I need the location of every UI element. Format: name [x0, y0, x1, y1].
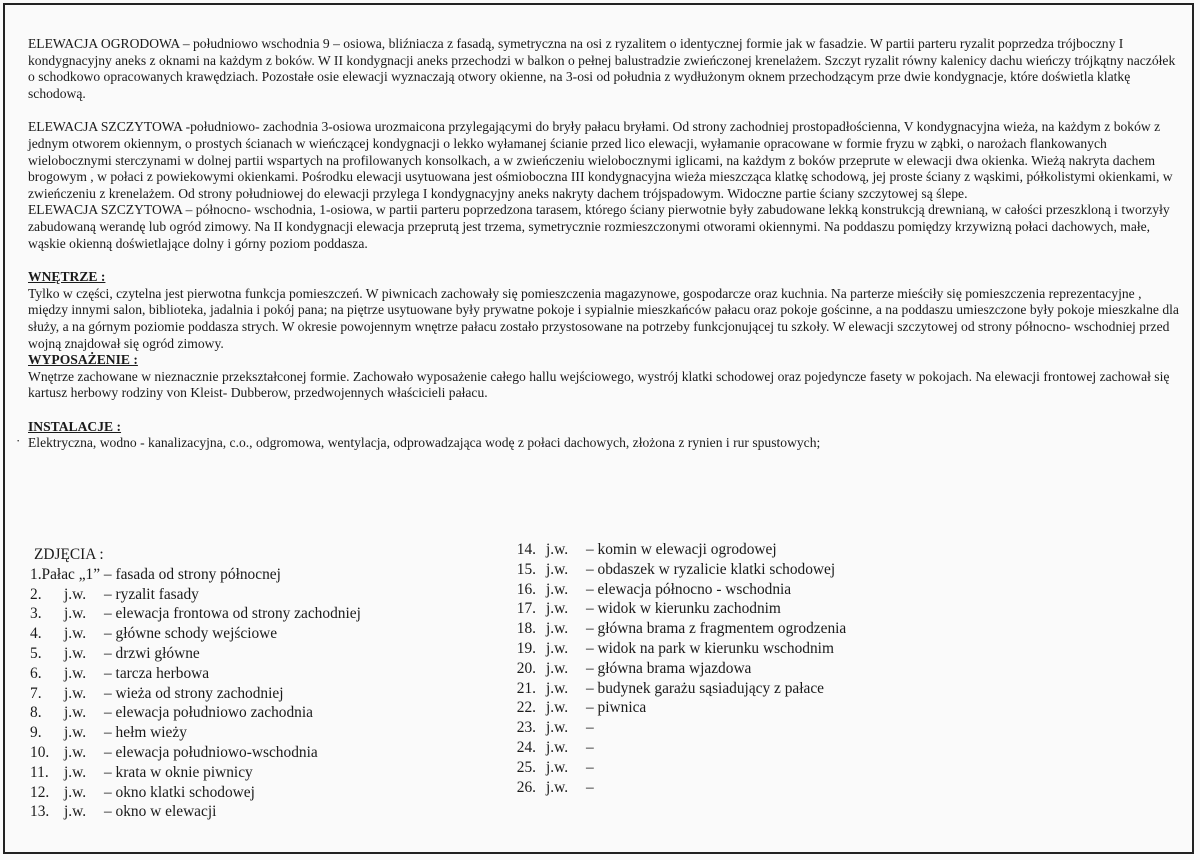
- photo-description: – widok w kierunku zachodnim: [586, 600, 781, 618]
- photo-list: [30, 541, 1180, 845]
- photo-description: – elewacja frontowa od strony zachodniej: [104, 605, 361, 623]
- photo-description: – okno klatki schodowej: [104, 783, 255, 801]
- photo-jw: j.w.: [546, 719, 569, 737]
- photo-jw: j.w.: [546, 560, 569, 578]
- heading-wnetrze: WNĘTRZE :: [28, 269, 106, 285]
- photo-description: – krata w oknie piwnicy: [104, 763, 253, 781]
- photo-number: 20.: [516, 659, 536, 677]
- photo-number: 8.: [30, 704, 42, 722]
- photo-item: [30, 585, 490, 605]
- paragraph-elewacja-szczytowa-sw: ELEWACJA SZCZYTOWA -południowo- zachodnia 3-osiowa urozmaicona przylegającymi do bryły pałacu bryłami. Od strony zachodniej prostopadłościenna, V kondygnacyjna wieża, na każdym z boków z jednym otworem okiennym, o prostych ścianach w wieńczącej kondygnacji o lekko wyłamanej ścianie przed lico elewacji, wyłamanie opracowane w formie fryzu w ząbki, o narożach flankowanych wielobocznymi sterczynami w dolnej partii wspartych na profilowanych konsolkach, a w zwieńczeniu wielobocznymi iglicami, na każdym z boków przeprute w elewacji dwa okienka. Wieżą nakryta dachem brogowym , w połaci z powiekowymi okienkami. Pośrodku elewacji usytuowana jest ośmioboczna III kondygnacyjna wieża mieszcząca klatkę schodową, jej proste ściany z wąskimi, półkolistymi okienkami, w zwieńczeniu z krenelażem. Od strony południowej do elewacji przylega I kondygnacyjny aneks nakryty dachem trójspadowym. Widoczne partie ściany szczytowej są ślepe.: [28, 119, 1173, 201]
- photo-list-left-column: [30, 545, 490, 822]
- photo-list-title: ZDJĘCIA :: [34, 546, 104, 563]
- instalacje-text: Elektryczna, wodno - kanalizacyjna, c.o., odgromowa, wentylacja, odprowadzająca wodę z połaci dachowych, złożona z rynien i rur spustowych;: [28, 435, 821, 451]
- photo-number: 6.: [30, 664, 42, 682]
- photo-item: [500, 560, 960, 580]
- photo-description: – elewacja północno - wschodnia: [586, 580, 792, 598]
- photo-number: 14.: [516, 541, 536, 558]
- photo-item: [500, 659, 960, 679]
- paragraph-wnetrze: Tylko w części, czytelna jest pierwotna funkcja pomieszczeń. W piwnicach zachowały się pomieszczenia magazynowe, gospodarcze oraz kuchnia. Na parterze mieściły się pomieszczenia reprezentacyjne , między innymi salon, biblioteka, jadalnia i pokój pana; na piętrze usytuowane były prywatne pokoje i sypialnie mieszkańców pałacu oraz pokoje gościnne, a na poddaszu umieszczone były pokoje mieszkalne dla służy, a na górnym poziomie poddasza strych. W okresie powojennym wnętrze pałacu zostało przystosowane na potrzeby funkcjonującej tu szkoły. W elewacji szczytowej od strony północno- wschodniej przed wojną znajdował się ogród zimowy.: [28, 285, 1179, 351]
- photo-item: [500, 580, 960, 600]
- photo-item: [30, 624, 490, 644]
- photo-item-1: 1.Pałac „1” – fasada od strony północnej: [30, 565, 281, 583]
- photo-number: 23.: [516, 719, 536, 737]
- photo-jw: j.w.: [64, 803, 87, 821]
- photo-jw: j.w.: [64, 585, 87, 603]
- photo-item: [30, 783, 490, 803]
- photo-item: [500, 619, 960, 639]
- photo-item: [500, 738, 960, 758]
- photo-jw: j.w.: [64, 724, 87, 742]
- photo-number: 9.: [30, 724, 42, 742]
- photo-number: 5.: [30, 644, 42, 662]
- photo-item: [30, 684, 490, 704]
- photo-description: – wieża od strony zachodniej: [104, 684, 284, 702]
- photo-item: [30, 802, 490, 822]
- photo-jw: j.w.: [546, 679, 569, 697]
- photo-jw: j.w.: [64, 763, 87, 781]
- photo-item: [500, 599, 960, 619]
- photo-item: [500, 758, 960, 778]
- photo-number: 7.: [30, 684, 42, 702]
- photo-description: – elewacja południowo zachodnia: [104, 704, 313, 722]
- photo-jw: j.w.: [64, 664, 87, 682]
- photo-jw: j.w.: [64, 625, 87, 643]
- photo-number: 3.: [30, 605, 42, 623]
- photo-number: 19.: [516, 639, 536, 657]
- photo-item: [500, 639, 960, 659]
- photo-jw: j.w.: [64, 605, 87, 623]
- photo-description: –: [586, 778, 594, 796]
- photo-jw: j.w.: [546, 639, 569, 657]
- photo-description: – widok na park w kierunku wschodnim: [586, 639, 834, 657]
- photo-number: 22.: [516, 699, 536, 717]
- heading-instalacje: INSTALACJE :: [28, 418, 122, 434]
- photo-description: – drzwi główne: [104, 644, 200, 662]
- photo-description: –: [586, 738, 594, 756]
- photo-jw: j.w.: [64, 644, 87, 662]
- photo-item: [30, 743, 490, 763]
- photo-description: – główna brama z fragmentem ogrodzenia: [586, 620, 847, 638]
- photo-jw: j.w.: [546, 738, 569, 756]
- paragraph-instalacje: [16, 433, 1180, 452]
- photo-description: –: [586, 719, 594, 737]
- photo-item: [500, 679, 960, 699]
- photo-number: 18.: [516, 620, 536, 638]
- photo-number: 2.: [30, 585, 42, 603]
- photo-number: 24.: [516, 738, 536, 756]
- photo-number: 4.: [30, 625, 42, 643]
- paragraph-wyposazenie: Wnętrze zachowane w nieznacznie przekształconej formie. Zachowało wyposażenie całego hallu wejściowego, wystrój klatki schodowej oraz pojedyncze fasety w pokojach. Na elewacji frontowej zachował się kartusz herbowy rodziny von Kleist- Dubberow, przedwojennych właścicieli pałacu.: [28, 368, 1170, 401]
- heading-wyposazenie: WYPOSAŻENIE :: [28, 352, 138, 368]
- bullet-dot: ·: [16, 433, 21, 449]
- photo-item: [30, 604, 490, 624]
- photo-jw: j.w.: [64, 704, 87, 722]
- photo-description: – główne schody wejściowe: [104, 625, 278, 643]
- photo-description: – ryzalit fasady: [104, 585, 199, 603]
- photo-item: [500, 540, 960, 560]
- photo-number: 10.: [30, 743, 50, 761]
- photo-jw: j.w.: [546, 778, 569, 796]
- photo-item: [500, 718, 960, 738]
- photo-jw: j.w.: [546, 620, 569, 638]
- photo-jw: j.w.: [64, 743, 87, 761]
- photo-jw: j.w.: [64, 684, 87, 702]
- photo-number: 12.: [30, 783, 50, 801]
- photo-jw: j.w.: [546, 758, 569, 776]
- photo-jw: j.w.: [64, 783, 87, 801]
- photo-description: – okno w elewacji: [104, 803, 217, 821]
- photo-description: – obdaszek w ryzalicie klatki schodowej: [586, 560, 836, 578]
- photo-description: – tarcza herbowa: [104, 664, 210, 682]
- photo-description: – elewacja południowo-wschodnia: [104, 743, 318, 761]
- photo-jw: j.w.: [546, 699, 569, 717]
- photo-description: – główna brama wjazdowa: [586, 659, 752, 677]
- photo-number: 26.: [516, 778, 536, 796]
- photo-description: – komin w elewacji ogrodowej: [586, 541, 777, 558]
- photo-description: –: [586, 758, 594, 776]
- paragraph-elewacja-ogrodowa: ELEWACJA OGRODOWA – południowo wschodnia 9 – osiowa, bliźniacza z fasadą, symetryczna na osi z ryzalitem o identycznej formie jak w fasadzie. W partii parteru ryzalit poprzedza trójboczny I kondygnacyjny aneks z oknami na każdym z boków. W II kondygnacji aneks przechodzi w balkon o pełnej balustradzie zwieńczonej krenelażem. Szczyt ryzalit równy kalenicy dachu wieńczy trójkątny naczółek o schodkowo opracowanych krawędziach. Pozostałe osie elewacji wyznaczają otwory okienne, na 3-osi od południa z wydłużonym oknem przechodzącym prze dwie kondygnacje, które doświetla klatkę schodową.: [28, 36, 1176, 101]
- paragraph-elewacja-szczytowa-nw: ELEWACJA SZCZYTOWA – północno- wschodnia, 1-osiowa, w partii parteru poprzedzona tarasem, którego ściany pierwotnie były zabudowane lekką konstrukcją drewnianą, w całości przeszkloną i tworzyły zabudowaną werandę lub ogród zimowy. Na II kondygnacji elewacja przeprutą jest trzema, symetrycznie rozmieszczonymi otworami okiennymi. Na poddaszu pomiędzy krzywizną połaci dachowych, małe, wąskie okienną doświetlające dolny i górny poziom poddasza.: [28, 202, 1170, 251]
- document-body: [16, 36, 1180, 452]
- photo-item: [500, 698, 960, 718]
- photo-number: 21.: [516, 679, 536, 697]
- photo-description: – piwnica: [586, 699, 647, 717]
- photo-jw: j.w.: [546, 600, 569, 618]
- photo-list-right-column: [500, 540, 960, 797]
- photo-description: – hełm wieży: [104, 724, 187, 742]
- photo-item: [30, 763, 490, 783]
- photo-jw: j.w.: [546, 659, 569, 677]
- photo-item: [30, 703, 490, 723]
- photo-number: 16.: [516, 580, 536, 598]
- photo-number: 15.: [516, 560, 536, 578]
- photo-item: [30, 723, 490, 743]
- photo-number: 13.: [30, 803, 50, 821]
- photo-jw: j.w.: [546, 580, 569, 598]
- photo-number: 25.: [516, 758, 536, 776]
- photo-item: [30, 644, 490, 664]
- photo-number: 17.: [516, 600, 536, 618]
- photo-jw: j.w.: [546, 541, 569, 558]
- photo-description: – budynek garażu sąsiadujący z pałace: [586, 679, 825, 697]
- photo-item: [500, 778, 960, 798]
- photo-item: [30, 664, 490, 684]
- photo-number: 11.: [30, 763, 49, 781]
